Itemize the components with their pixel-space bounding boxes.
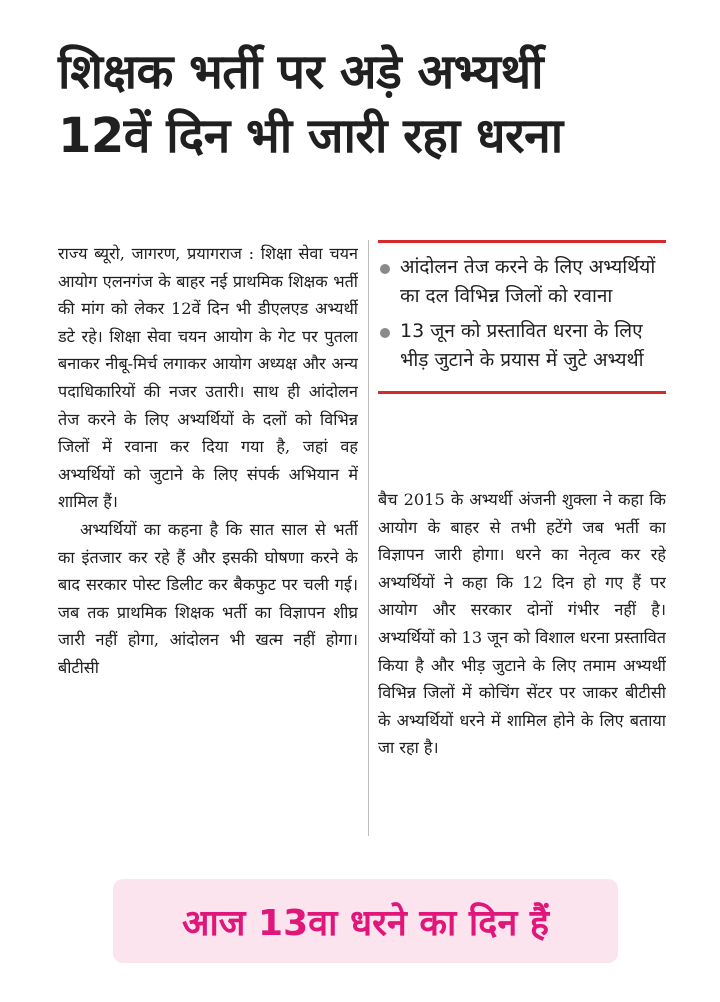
highlight-item: [378, 317, 666, 375]
article-paragraph-3: बैच 2015 के अभ्यर्थी अंजनी शुक्ला ने कहा कि आयोग के बाहर से तभी हटेंगे जब भर्ती का विज्ञापन जारी होगा। धरने का नेतृत्व कर रहे अभ्यर्थियों ने कहा कि 12 दिन हो गए हैं पर आयोग और सरकार दोनों गंभीर नहीं है। अभ्यर्थियों को 13 जून को विशाल धरना प्रस्तावित किया है और भीड़ जुटाने के लिए तमाम अभ्यर्थी विभिन्न जिलों में कोचिंग सेंटर पर जाकर बीटीसी के अभ्यर्थियों धरने में शामिल होने के लिए बताया जा रहा है।: [378, 490, 666, 758]
article-paragraph-2: अभ्यर्थियों का कहना है कि सात साल से भर्ती का इंतजार कर रहे हैं और इसकी घोषणा करने के बाद सरकार पोस्ट डिलीट कर बैकफुट पर चली गई। जब तक प्राथमिक शिक्षक भर्ती का विज्ञापन शीघ्र जारी नहीं होगा, आंदोलन भी खत्म नहीं होगा। बीटीसी: [58, 519, 358, 677]
article-right-column: [378, 486, 666, 836]
highlights-list: [378, 243, 666, 391]
highlight-text: 13 जून को प्रस्तावित धरना के लिए भीड़ जुटाने के प्रयास में जुटे अभ्यर्थी: [400, 320, 644, 371]
article-left-column: [58, 240, 358, 836]
bullet-icon: [380, 264, 390, 274]
highlights-bottom-rule: [378, 391, 666, 394]
headline-line-2: 12वें दिन भी जारी रहा धरना: [58, 108, 563, 164]
highlight-item: [378, 253, 666, 311]
caption-banner: [113, 879, 618, 963]
column-divider: [368, 240, 369, 836]
article-paragraph-1: राज्य ब्यूरो, जागरण, प्रयागराज : शिक्षा सेवा चयन आयोग एलनगंज के बाहर नई प्राथमिक शिक्षक भर्ती की मांग को लेकर 12वें दिन भी डीएलएड अभ्यर्थी डटे रहे। शिक्षा सेवा चयन आयोग के गेट पर पुतला बनाकर नीबू-मिर्च लगाकर आयोग अध्यक्ष और अन्य पदाधिकारियों की नजर उतारी। साथ ही आंदोलन तेज करने के लिए अभ्यर्थियों के दलों को विभिन्न जिलों में रवाना कर दिया गया है, जहां वह अभ्यर्थियों को जुटाने के लिए संपर्क अभियान में शामिल हैं।: [58, 244, 358, 512]
highlight-text: आंदोलन तेज करने के लिए अभ्यर्थियों का दल विभिन्न जिलों को रवाना: [400, 256, 656, 307]
highlights-box: [378, 240, 666, 394]
caption-banner-text: आज 13वा धरने का दिन हैं: [182, 902, 549, 944]
headline: [58, 40, 698, 168]
bullet-icon: [380, 328, 390, 338]
headline-line-1: शिक्षक भर्ती पर अड़े अभ्यर्थी: [58, 44, 544, 100]
